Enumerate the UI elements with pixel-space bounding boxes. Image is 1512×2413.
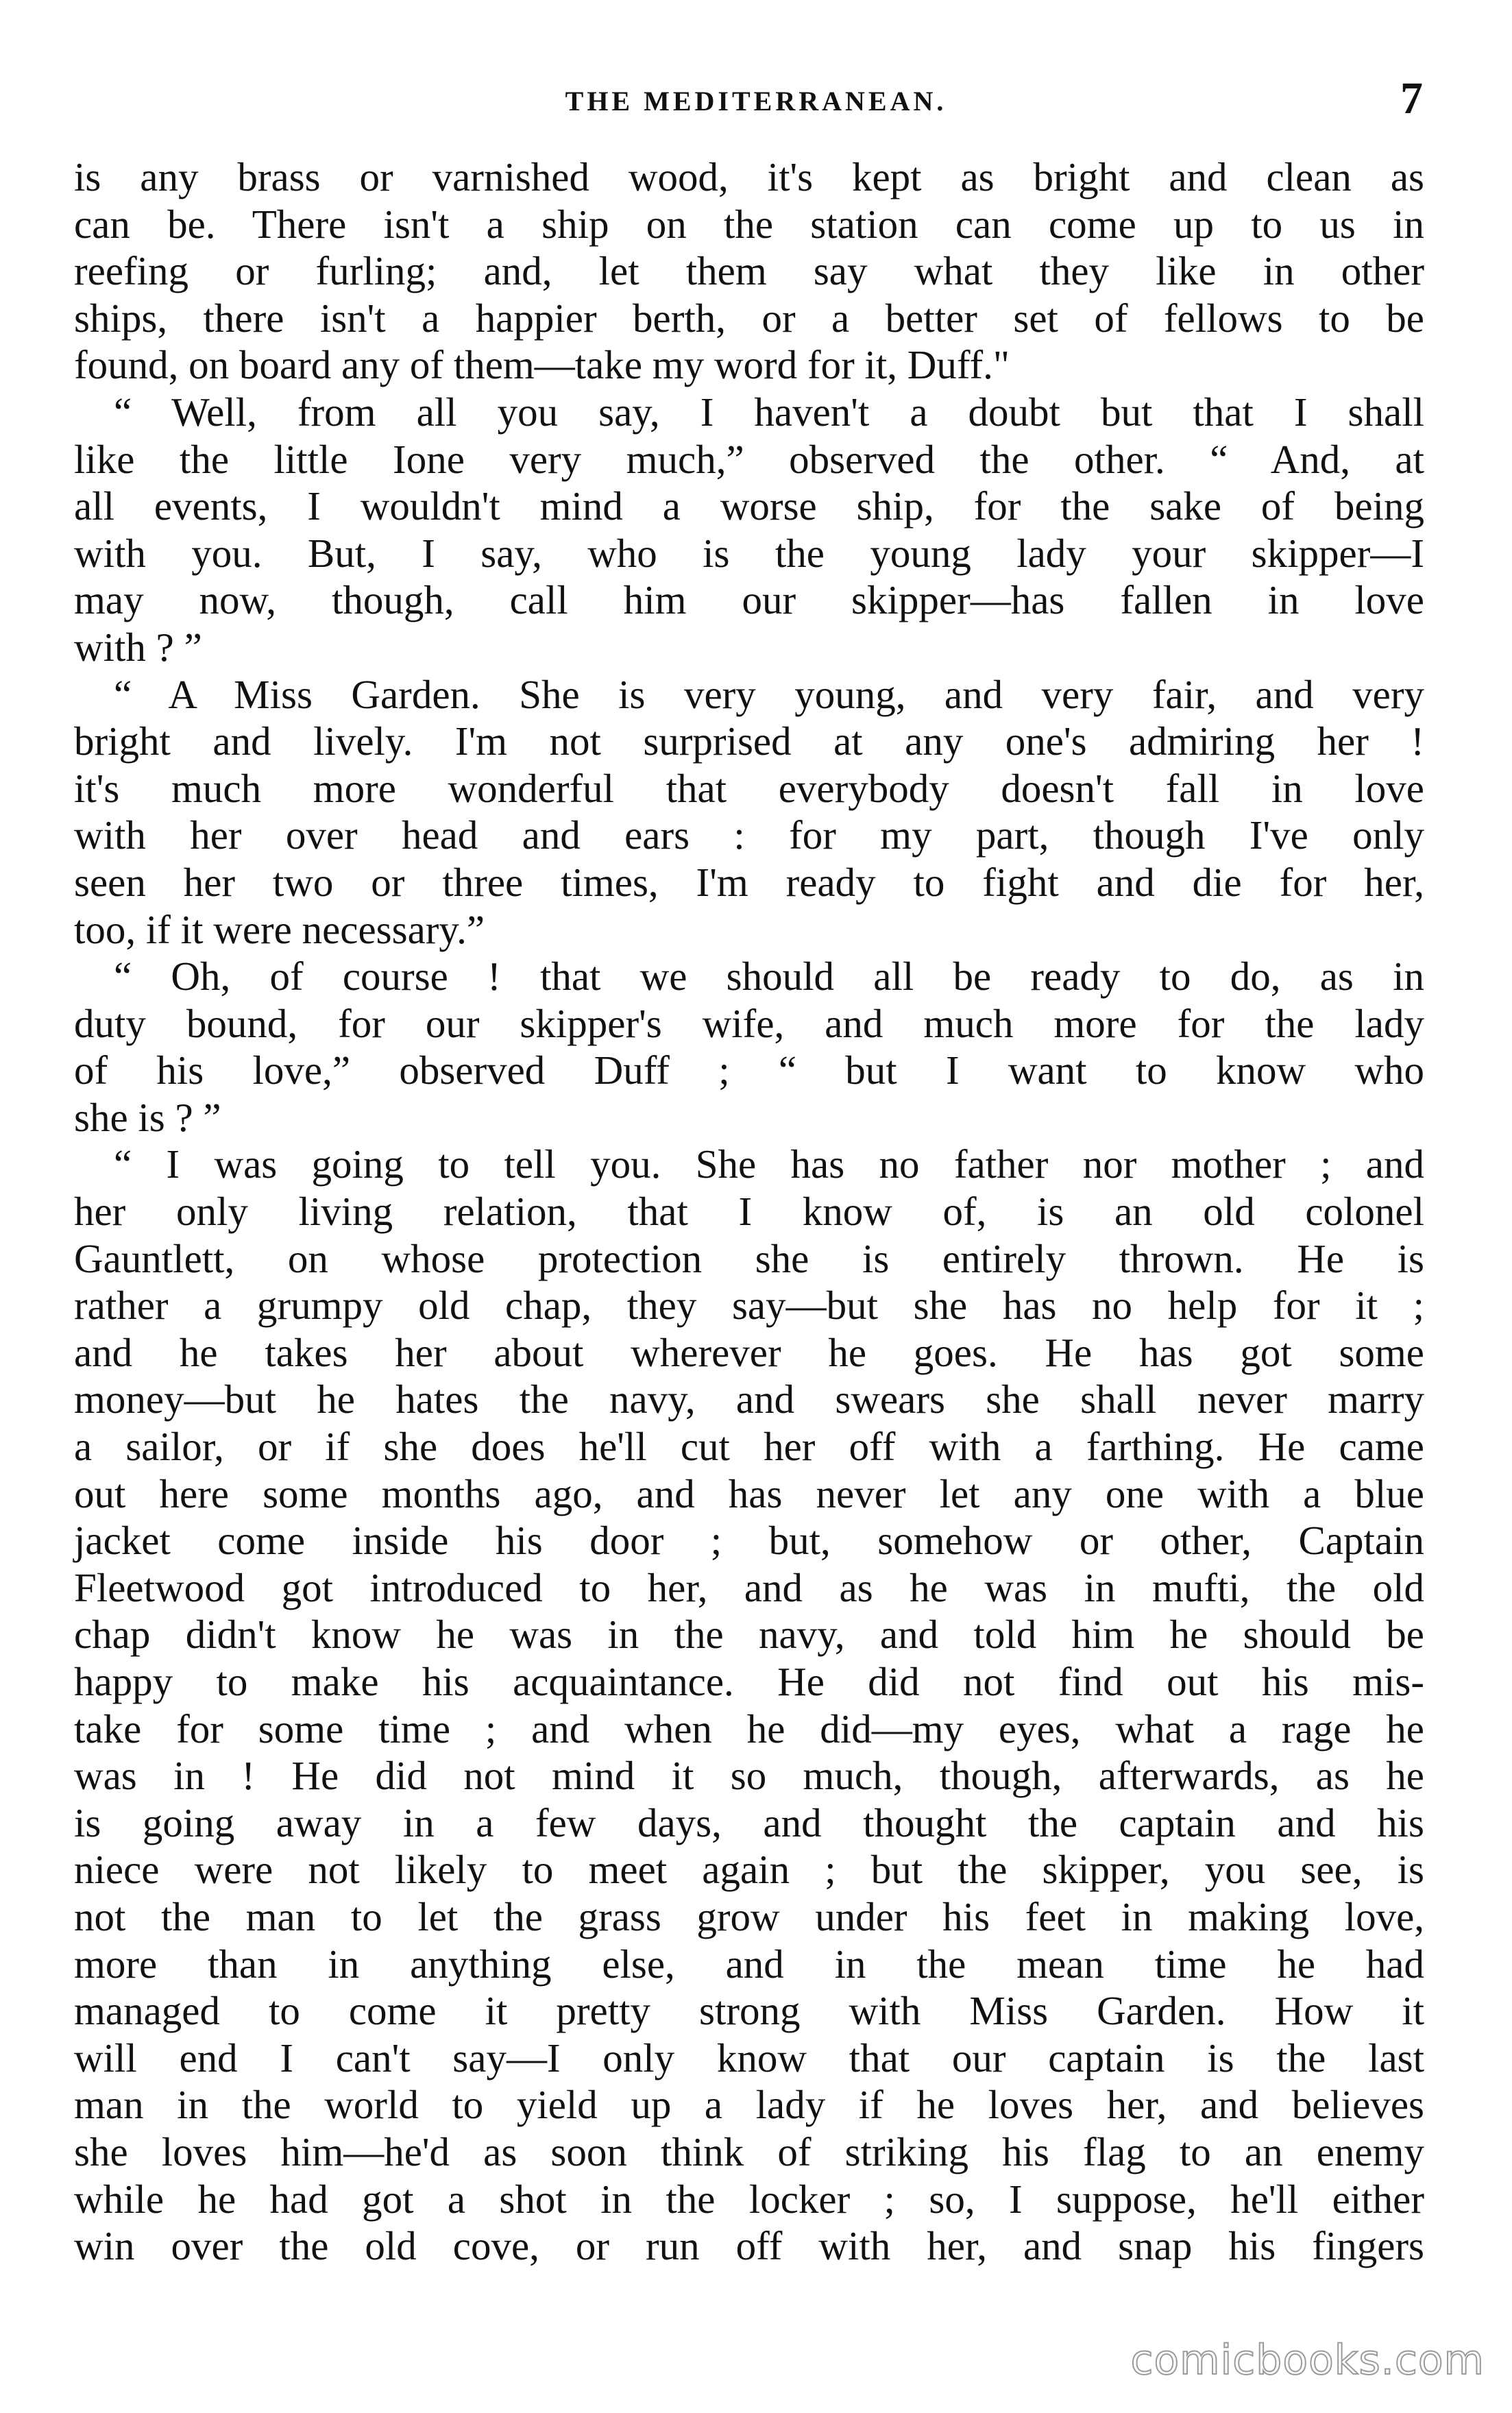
body-text — [74, 154, 1424, 2270]
running-title: THE MEDITERRANEAN. — [565, 86, 947, 117]
text-line: is any brass or varnished wood, it's kept as bright and clean as — [74, 154, 1424, 199]
text-line: chap didn't know he was in the navy, and told him he should be — [74, 1612, 1424, 1658]
text-line: duty bound, for our skipper's wife, and much more for the lady — [74, 1000, 1424, 1046]
text-line: of his love,” observed Duff ; “ but I want to know who — [74, 1047, 1424, 1093]
text-line: too, if it were necessary.” — [74, 906, 485, 952]
text-line: with ? ” — [74, 624, 202, 670]
text-line: may now, though, call him our skipper—has fallen in love — [74, 577, 1424, 623]
text-line: happy to make his acquaintance. He did not find out his mis- — [74, 1659, 1424, 1704]
text-line: and he takes her about wherever he goes. He has got some — [74, 1329, 1424, 1375]
text-line: ships, there isn't a happier berth, or a better set of fellows to be — [74, 295, 1424, 341]
text-line: seen her two or three times, I'm ready to fight and die for her, — [74, 859, 1424, 905]
text-line: her only living relation, that I know of, is an old colonel — [74, 1189, 1424, 1235]
text-line: rather a grumpy old chap, they say—but she has no help for it ; — [74, 1283, 1424, 1329]
text-line: with her over head and ears : for my part, though I've only — [74, 812, 1424, 858]
text-line: not the man to let the grass grow under his feet in making love, — [74, 1893, 1424, 1939]
text-line: bright and lively. I'm not surprised at any one's admiring her ! — [74, 718, 1424, 764]
text-line: win over the old cove, or run off with her, and snap his fingers — [74, 2223, 1424, 2269]
text-line: money—but he hates the navy, and swears she shall never marry — [74, 1377, 1424, 1422]
text-line: is going away in a few days, and thought the captain and his — [74, 1799, 1424, 1845]
text-line: “ Well, from all you say, I haven't a doubt but that I shall — [114, 389, 1424, 435]
text-line: man in the world to yield up a lady if he loves her, and believes — [74, 2082, 1424, 2128]
page-number: 7 — [1400, 73, 1423, 123]
watermark: comicbooks.com — [1130, 2336, 1485, 2384]
text-line: she loves him—he'd as soon think of striking his flag to an enemy — [74, 2129, 1424, 2174]
text-line: a sailor, or if she does he'll cut her off with a farthing. He came — [74, 1424, 1424, 1470]
text-line: can be. There isn't a ship on the station can come up to us in — [74, 201, 1424, 247]
text-line: while he had got a shot in the locker ; so, I suppose, he'll either — [74, 2176, 1424, 2222]
text-line: niece were not likely to meet again ; but the skipper, you see, is — [74, 1847, 1424, 1893]
text-line: was in ! He did not mind it so much, though, afterwards, as he — [74, 1753, 1424, 1799]
text-line: with you. But, I say, who is the young lady your skipper—I — [74, 530, 1424, 576]
text-line: managed to come it pretty strong with Miss Garden. How it — [74, 1988, 1424, 2034]
text-line: she is ? ” — [74, 1094, 221, 1140]
text-line: all events, I wouldn't mind a worse ship, for the sake of being — [74, 483, 1424, 529]
text-line: it's much more wonderful that everybody doesn't fall in love — [74, 765, 1424, 811]
text-line: found, on board any of them—take my word for it, Duff." — [74, 342, 1010, 388]
text-line: reefing or furling; and, let them say what they like in other — [74, 248, 1424, 294]
text-line: Fleetwood got introduced to her, and as he was in mufti, the old — [74, 1564, 1424, 1610]
running-head — [75, 73, 1437, 129]
text-line: “ A Miss Garden. She is very young, and very fair, and very — [114, 671, 1424, 717]
text-line: more than in anything else, and in the mean time he had — [74, 1941, 1424, 1987]
text-line: “ I was going to tell you. She has no father nor mother ; and — [114, 1141, 1424, 1187]
text-line: take for some time ; and when he did—my eyes, what a rage he — [74, 1706, 1424, 1751]
text-line: out here some months ago, and has never let any one with a blue — [74, 1470, 1424, 1516]
text-line: Gauntlett, on whose protection she is entirely thrown. He is — [74, 1235, 1424, 1281]
text-line: jacket come inside his door ; but, somehow or other, Captain — [74, 1518, 1424, 1564]
text-line: “ Oh, of course ! that we should all be ready to do, as in — [114, 954, 1424, 999]
text-line: like the little Ione very much,” observed the other. “ And, at — [74, 436, 1424, 482]
text-line: will end I can't say—I only know that our captain is the last — [74, 2035, 1424, 2081]
